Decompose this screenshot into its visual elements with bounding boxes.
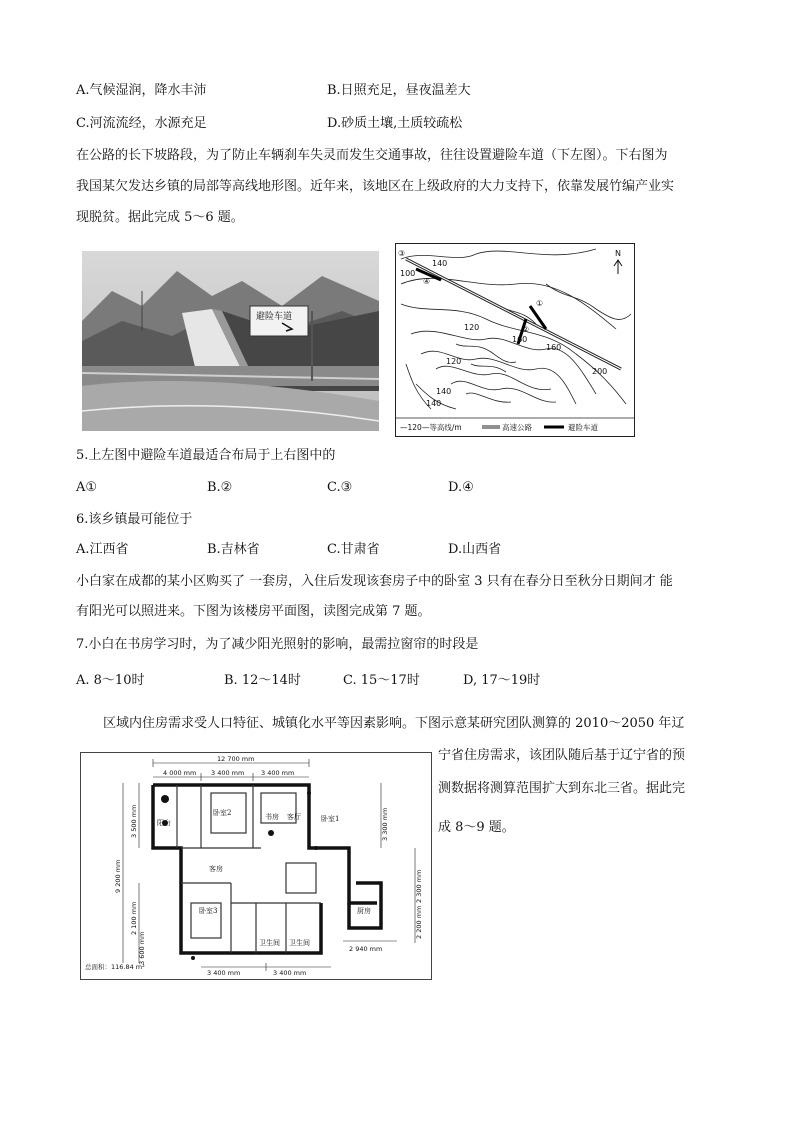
contour-label: 120 [464,323,480,332]
dim-bottom-2: 3 400 mm [273,969,307,977]
contour-label: 140 [436,387,452,396]
contour-label: 200 [592,367,608,376]
dim-left-1: 3 500 mm [130,804,138,838]
dim-top-1: 4 000 mm [163,769,197,777]
dim-right-2: 2 300 mm [415,869,423,903]
room-bath2: 卫生间 [289,939,310,947]
option-5c: C.③ [327,480,353,495]
legend-highway: 高速公路 [502,423,532,432]
contour-label: 120 [446,357,462,366]
intro-89-line4: 成 8～9 题。 [438,820,515,835]
intro-7-line1: 小白家在成都的某小区购买了 一套房，入住后发现该套房子中的卧室 3 只有在春分日至秋分日期间才 能 [76,574,673,589]
room-guest: 客房 [209,865,223,873]
room-study: 书房 [265,813,279,821]
question-6: 6.该乡镇最可能位于 [76,512,193,527]
room-bed1: 卧室1 [321,815,340,823]
room-balcony: 阳台 [157,819,171,827]
option-6d: D.山西省 [448,542,502,557]
intro-56-line2: 我国某欠发达乡镇的局部等高线地形图。近年来，该地区在上级政府的大力支持下，依靠发展竹编产业实 [76,179,675,194]
dim-top-2: 3 400 mm [211,769,245,777]
marker-2: ② [522,325,530,334]
option-6b: B.吉林省 [207,542,260,557]
contour-label: 160 [546,343,562,352]
dim-total-width: 12 700 mm [217,755,255,763]
intro-7-line2: 有阳光可以照进来。下图为该楼房平面图，读图完成第 7 题。 [76,604,431,619]
option-6c: C.甘肃省 [327,542,380,557]
intro-56-line3: 现脱贫。据此完成 5～6 题。 [76,210,244,225]
room-kitchen: 厨房 [357,907,371,915]
dim-left-total: 9 200 mm [114,859,122,893]
marker-1: ① [536,299,544,308]
legend-contour: —120—等高线/m [400,423,462,432]
legend-escape: 避险车道 [568,423,598,432]
dim-left-3: 3 600 mm [138,931,146,965]
room-living: 客厅 [287,813,301,821]
option-4a: A.气候湿润，降水丰沛 [76,83,207,98]
contour-label: 160 [512,335,528,344]
intro-89-line2: 宁省住房需求，该团队随后基于辽宁省的预 [438,748,686,763]
contour-label: 140 [426,399,442,408]
option-4c: C.河流流经，水源充足 [76,116,207,131]
marker-4: ④ [423,277,431,286]
dim-bottom-1: 3 400 mm [207,969,241,977]
total-area: 总面积：116.84 m² [85,963,145,971]
dim-right-3: 2 200 mm [415,905,423,939]
option-4d: D.砂质土壤,土质较疏松 [327,116,463,131]
room-bed2: 卧室2 [213,809,232,817]
option-6a: A.江西省 [76,542,129,557]
room-bath1: 卫生间 [259,939,280,947]
dim-right-1: 3 300 mm [381,807,389,841]
map-north: N [615,249,621,258]
contour-label: 140 [432,259,448,268]
marker-3: ③ [398,249,406,258]
contour-label: 100 [400,269,416,278]
option-7b: B. 12～14时 [224,673,301,688]
dim-top-3: 3 400 mm [261,769,295,777]
escape-lane-photo [82,251,379,431]
dim-left-2: 2 100 mm [130,901,138,935]
option-5d: D.④ [448,480,474,495]
option-7d: D, 17～19时 [463,673,541,688]
question-7: 7.小白在书房学习时，为了减少阳光照射的影响，最需拉窗帘的时段是 [76,637,479,652]
option-7c: C. 15～17时 [343,673,420,688]
option-5a: A① [76,480,98,495]
intro-56-line1: 在公路的长下坡路段，为了防止车辆刹车失灵而发生交通事故，往往设置避险车道（下左图）。下右图为 [76,148,668,163]
room-bed3: 卧室3 [199,907,218,915]
intro-89-line3: 测数据将测算范围扩大到东北三省。据此完 [438,781,686,796]
question-5: 5.上左图中避险车道最适合布局于上右图中的 [76,448,336,463]
option-7a: A. 8～10时 [76,673,145,688]
option-5b: B.② [207,480,233,495]
floor-plan [80,752,432,980]
intro-89-line1: 区域内住房需求受人口特征、城镇化水平等因素影响。下图示意某研究团队测算的 2010～2050 年辽 [103,716,685,731]
sign-text: 避险车道 [256,312,293,322]
option-4b: B.日照充足，昼夜温差大 [327,83,471,98]
dim-kitchen: 2 940 mm [349,945,383,953]
contour-map [395,243,635,437]
